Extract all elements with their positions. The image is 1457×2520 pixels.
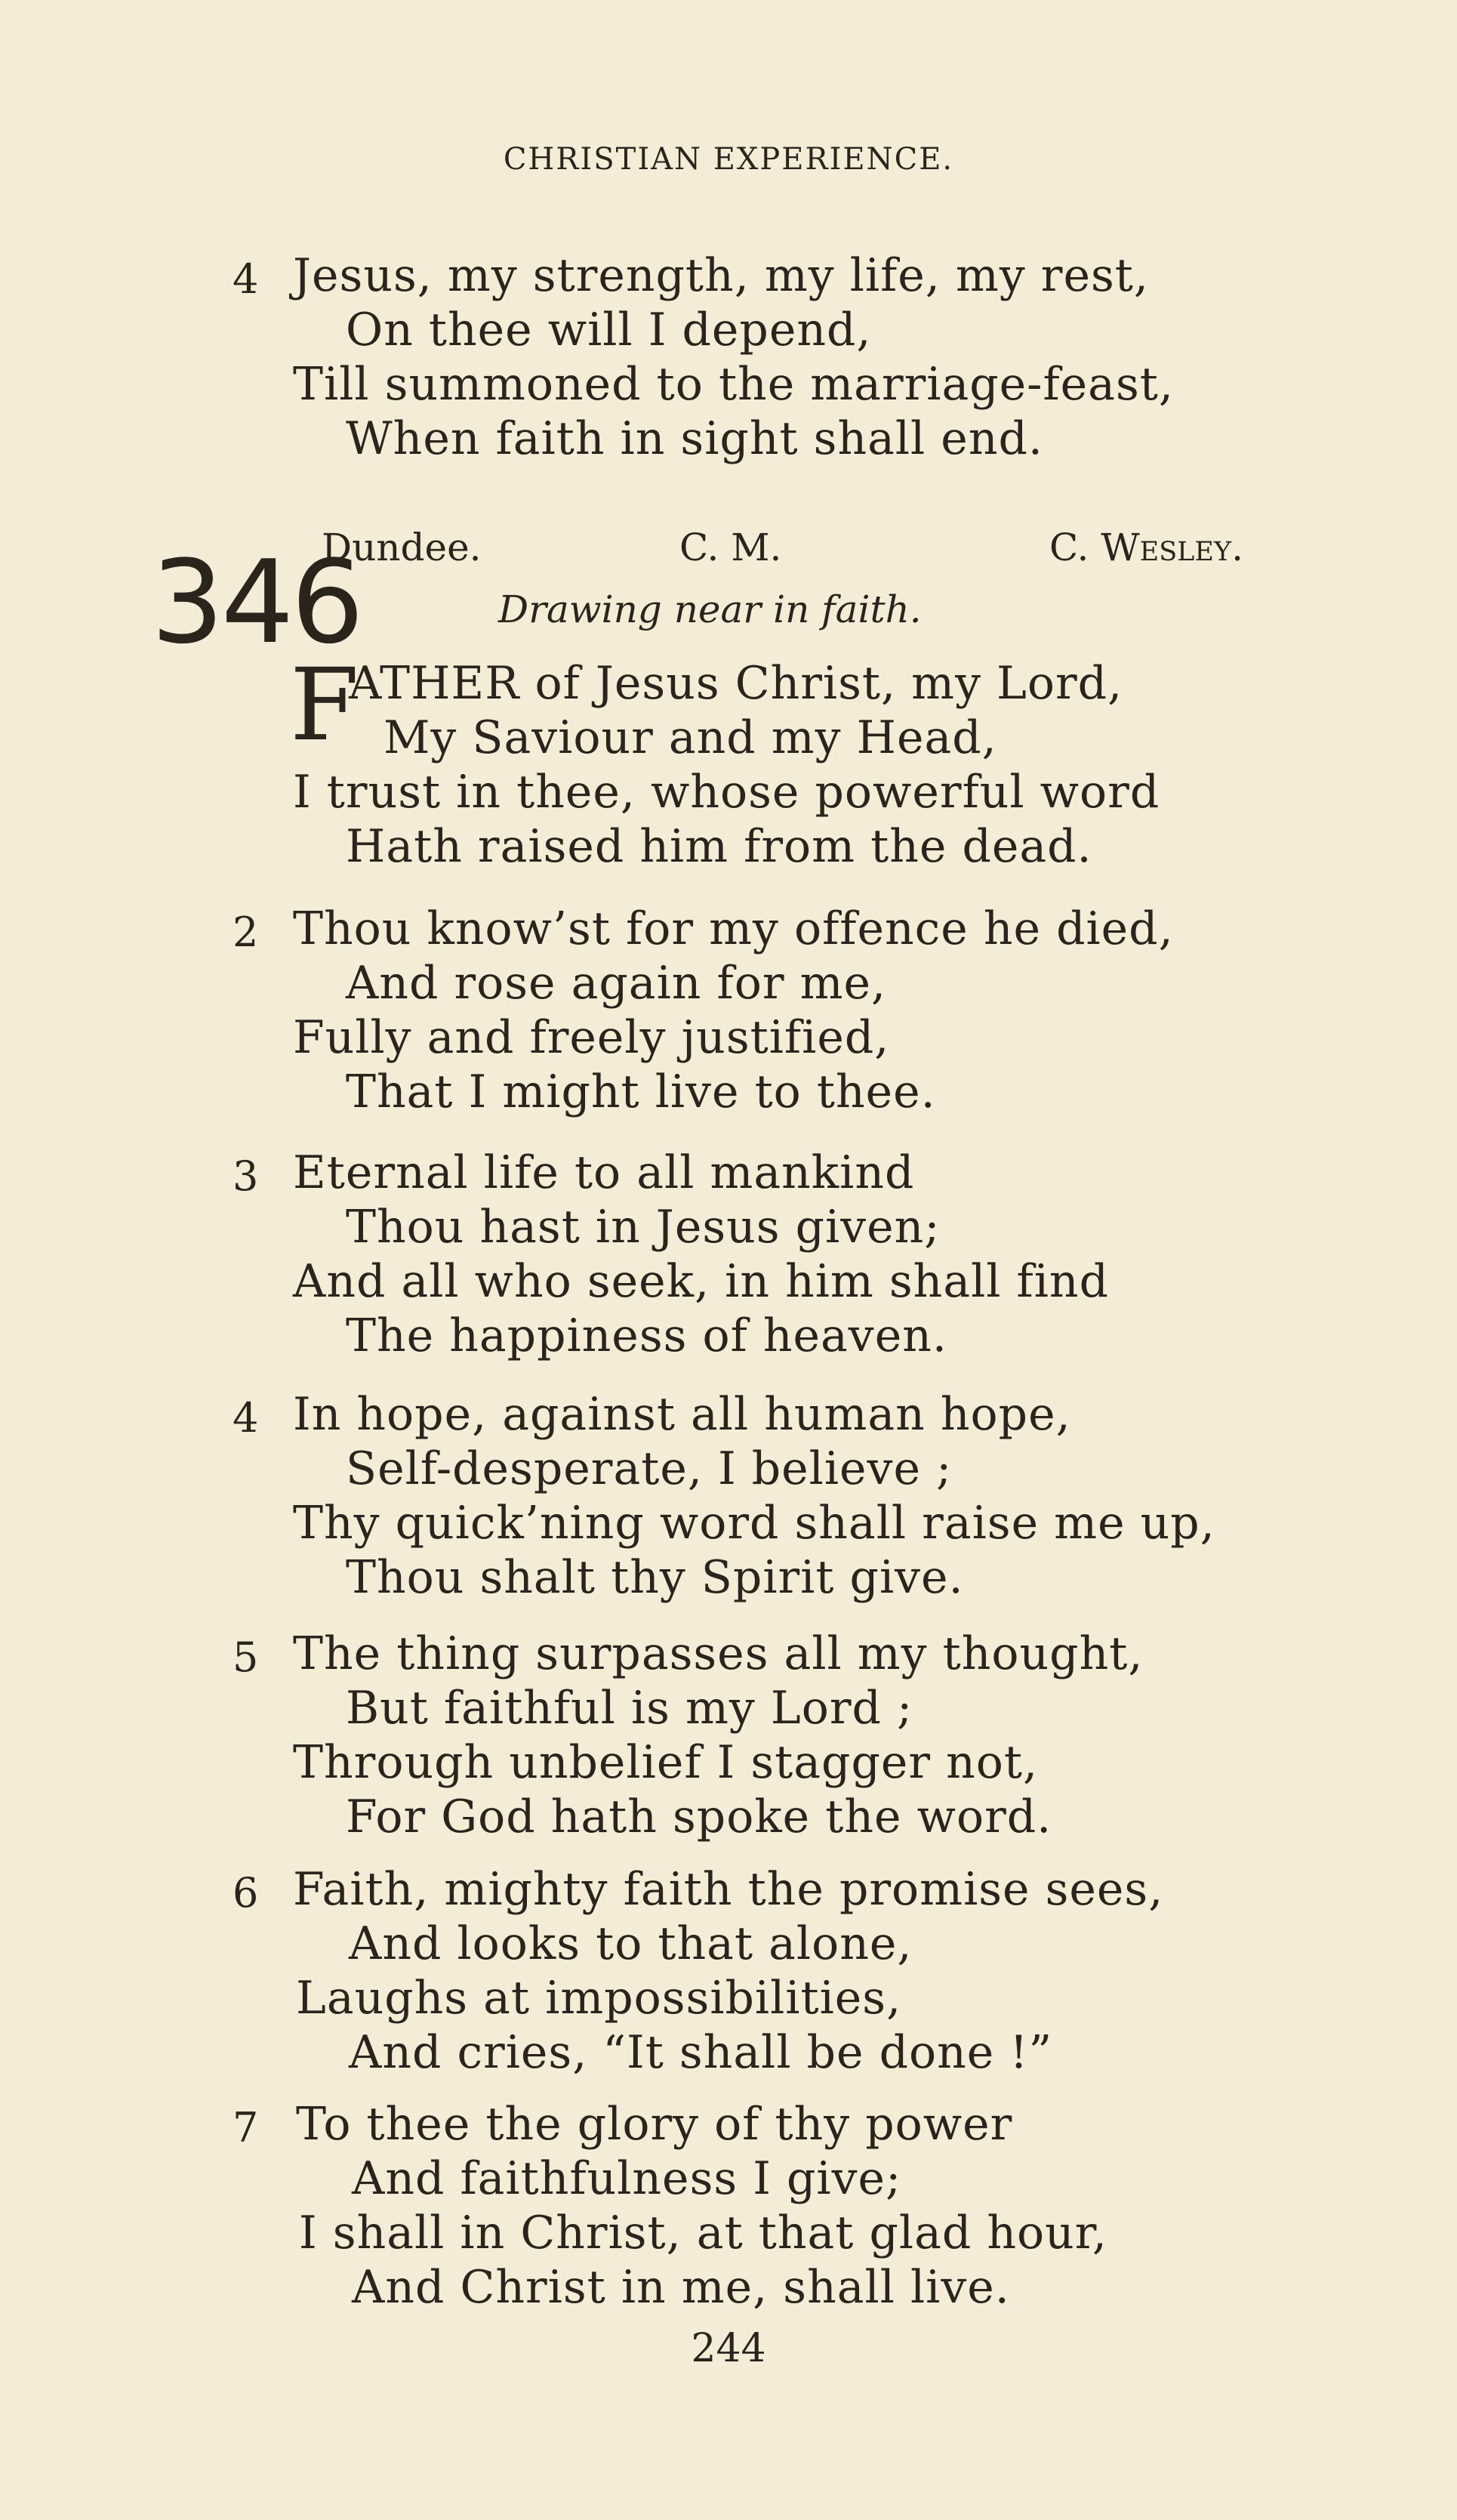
verse-line: And all who seek, in him shall find bbox=[293, 1255, 1109, 1308]
verse-line: Laughs at impossibilities, bbox=[296, 1972, 902, 2025]
verse-line: I shall in Christ, at that glad hour, bbox=[299, 2207, 1107, 2259]
stanza-number: 6 bbox=[233, 1869, 259, 1917]
verse-line: Thy quick’ning word shall raise me up, bbox=[293, 1497, 1215, 1550]
verse-line: And rose again for me, bbox=[346, 957, 887, 1010]
verse-line: Fully and freely justified, bbox=[293, 1011, 890, 1064]
stanza-number: 7 bbox=[233, 2104, 259, 2151]
verse-line: Faith, mighty faith the promise sees, bbox=[293, 1863, 1164, 1916]
verse-line: When faith in sight shall end. bbox=[346, 412, 1043, 465]
running-head: CHRISTIAN EXPERIENCE. bbox=[503, 142, 954, 177]
verse-line: To thee the glory of thy power bbox=[296, 2098, 1013, 2151]
stanza-number: 3 bbox=[233, 1152, 259, 1200]
verse-line: Eternal life to all mankind bbox=[293, 1146, 915, 1199]
page-number: 244 bbox=[691, 2326, 766, 2371]
author: C. Wesley. bbox=[1049, 526, 1243, 569]
verse-line: The thing surpasses all my thought, bbox=[293, 1627, 1144, 1680]
verse-line: Jesus, my strength, my life, my rest, bbox=[293, 249, 1149, 302]
verse-line: And cries, “It shall be done !” bbox=[349, 2026, 1053, 2079]
verse-line: Through unbelief I stagger not, bbox=[293, 1736, 1039, 1789]
verse-line: On thee will I depend, bbox=[346, 304, 872, 356]
verse-line: Till summoned to the marriage-feast, bbox=[293, 358, 1174, 411]
stanza-number: 2 bbox=[233, 908, 259, 956]
meter: C. M. bbox=[679, 526, 782, 569]
verse-line: Thou know’st for my offence he died, bbox=[293, 902, 1174, 955]
verse-line: That I might live to thee. bbox=[346, 1066, 936, 1118]
hymn-subtitle: Drawing near in faith. bbox=[498, 588, 922, 631]
verse-line: Self-desperate, I believe ; bbox=[346, 1442, 953, 1495]
verse-line: My Saviour and my Head, bbox=[384, 711, 997, 764]
tune-name: Dundee. bbox=[322, 526, 482, 569]
verse-line: Thou hast in Jesus given; bbox=[346, 1201, 941, 1254]
verse-line: ATHER of Jesus Christ, my Lord, bbox=[349, 657, 1123, 710]
verse-line: And faithfulness I give; bbox=[352, 2152, 902, 2205]
verse-line: And looks to that alone, bbox=[349, 1917, 913, 1970]
hymn-number: 346 bbox=[151, 535, 362, 669]
stanza-number: 4 bbox=[233, 255, 259, 303]
verse-line: I trust in thee, whose powerful word bbox=[293, 766, 1160, 819]
stanza-number: 4 bbox=[233, 1394, 259, 1442]
stanza-number: 5 bbox=[233, 1633, 259, 1681]
verse-line: For God hath spoke the word. bbox=[346, 1791, 1052, 1843]
drop-cap: F bbox=[290, 647, 359, 763]
verse-line: In hope, against all human hope, bbox=[293, 1388, 1071, 1441]
verse-line: But faithful is my Lord ; bbox=[346, 1682, 913, 1735]
verse-line: Hath raised him from the dead. bbox=[346, 820, 1092, 873]
verse-line: Thou shalt thy Spirit give. bbox=[346, 1551, 964, 1604]
verse-line: The happiness of heaven. bbox=[346, 1309, 947, 1362]
verse-line: And Christ in me, shall live. bbox=[352, 2261, 1010, 2314]
